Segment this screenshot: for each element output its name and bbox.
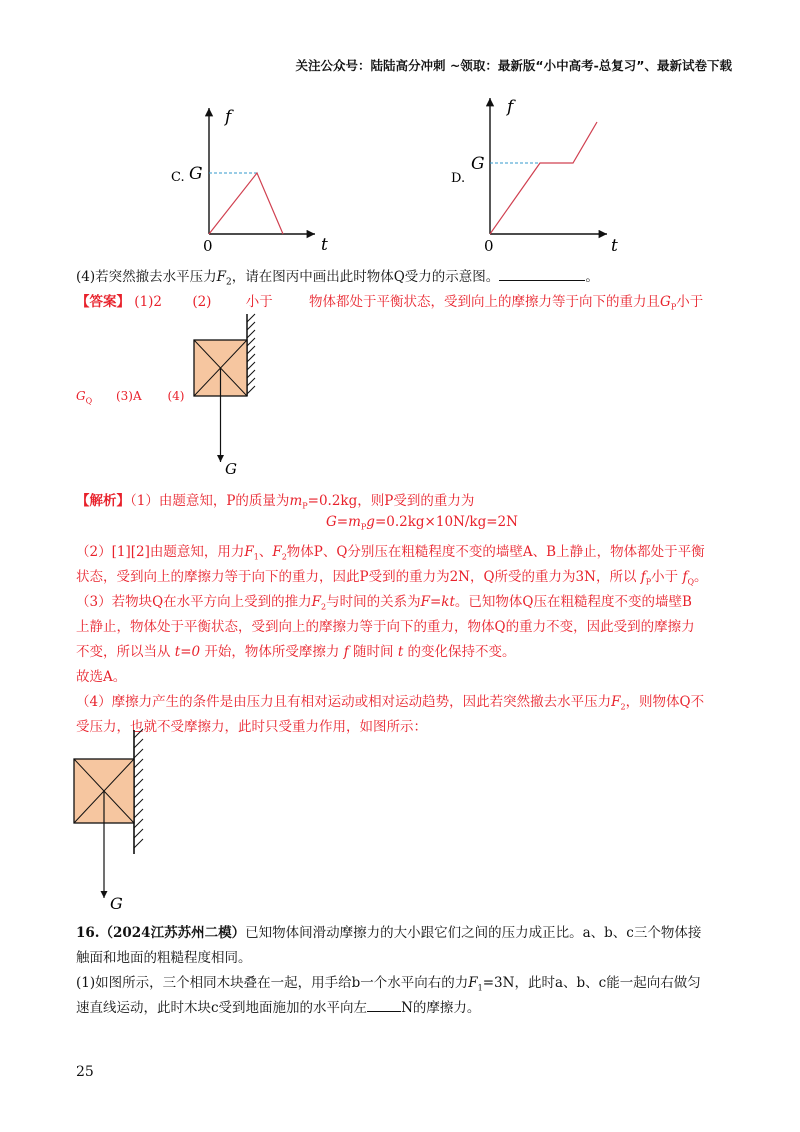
q4-question: (4)若突然撤去水平压力$F_2$，请在图丙中画出此时物体Q受力的示意图。 。	[76, 265, 599, 288]
wall-hatching	[247, 314, 255, 394]
gravity-label: G	[225, 460, 237, 478]
graph-d	[445, 90, 645, 255]
friction-curve	[490, 122, 597, 234]
option-c-label: C.	[171, 170, 185, 185]
wall-hatching	[134, 729, 143, 848]
gravity-label: G	[110, 894, 123, 913]
analysis-line-10: 受压力，也就不受摩擦力，此时只受重力作用，如图所示：	[76, 719, 427, 735]
y-axis-label: f	[225, 107, 232, 127]
analysis-line-3: （2）[1][2]由题意知，用力$F_1$、$F_2$物体P、Q分别压在粗糙程度不变的墙壁A、B上静止，物体都处于平衡	[76, 544, 705, 562]
option-d-label: D.	[451, 171, 466, 186]
analysis-line-8: 故选A。	[76, 669, 127, 685]
q16-line-2: 触面和地面的粗糙程度相同。	[76, 950, 252, 966]
analysis-line-7: 不变，所以当从 t=0 开始，物体所受摩擦力 f 随时间 t 的变化保持不变。	[76, 644, 516, 660]
g-label: G	[189, 164, 203, 184]
answer-blank	[499, 266, 585, 281]
answer-line: 【答案】 (1)2 (2) 小于 物体都处于平衡状态，受到向上的摩擦力等于向下的重力且$G_P$小于	[76, 294, 704, 312]
answer-blank	[367, 997, 401, 1012]
analysis-line-2: $G=m_Pg=0.2kg\times 10N/kg=2N$	[326, 514, 518, 532]
origin-label: 0	[203, 237, 213, 255]
analysis-line-4: 状态，受到向上的摩擦力等于向下的重力，因此P受到的重力为2N，Q所受的重力为3N，所以 $f_P$小于 $f_Q$。	[76, 569, 708, 587]
page-header: 关注公众号：陆陆高分冲刺 ~领取：最新版“小中高考-总复习”、最新试卷下载	[295, 58, 732, 73]
analysis-line-9: （4）摩擦力产生的条件是由压力且有相对运动或相对运动趋势，因此若突然撤去水平压力$F_2$，则物体Q不	[76, 694, 705, 712]
q16-line-1: 16.（2024江苏苏州二模）已知物体间滑动摩擦力的大小跟它们之间的压力成正比。a、b、c三个物体接	[76, 925, 702, 941]
answer-force-diagram	[190, 312, 270, 482]
q16-line-3: (1)如图所示，三个相同木块叠在一起，用手给b一个水平向右的力$F_1=3N$，此时a、b、c能一起向右做匀	[76, 975, 701, 993]
analysis-line-6: 上静止，物体处于平衡状态，受到向上的摩擦力等于向下的重力，物体Q的重力不变，因此受到的摩擦力	[76, 619, 695, 635]
friction-curve	[209, 173, 283, 234]
analysis-line-5: （3）若物块Q在水平方向上受到的推力$F_2$与时间的关系为F=kt。已知物体Q压在粗糙程度不变的墙壁B	[76, 594, 692, 612]
x-axis-label: t	[321, 235, 328, 255]
page-number: 25	[76, 1064, 94, 1080]
y-axis-label: f	[507, 97, 514, 117]
analysis-force-diagram	[70, 728, 160, 913]
analysis-line-1: 【解析】（1）由题意知，P的质量为$m_P=0.2kg$，则P受到的重力为	[76, 493, 475, 511]
graph-c	[165, 100, 345, 255]
q16-line-4: 速直线运动，此时木块c受到地面施加的水平向左 N的摩擦力。	[76, 996, 480, 1016]
g-label: G	[471, 154, 485, 174]
origin-label: 0	[484, 237, 494, 255]
x-axis-label: t	[611, 236, 618, 255]
answer-line-2: $G_Q$ (3)A (4)	[76, 389, 185, 406]
